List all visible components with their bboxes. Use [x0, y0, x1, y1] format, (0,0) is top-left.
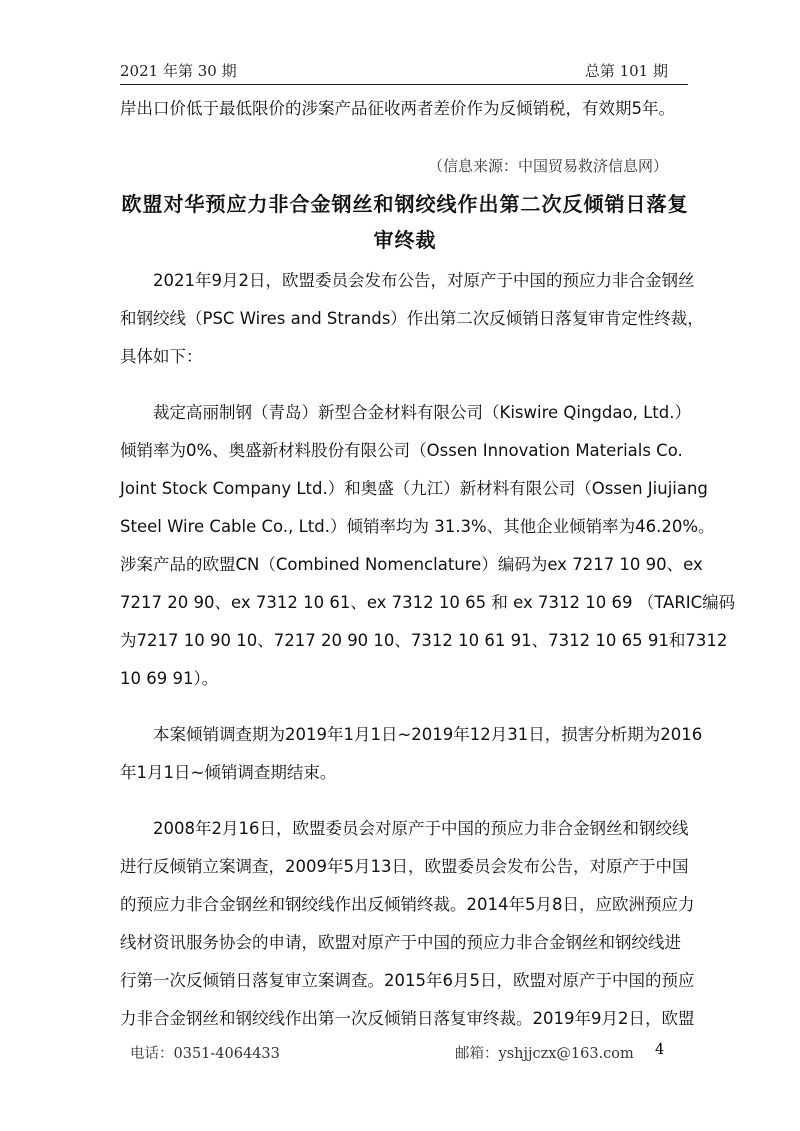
page-footer [130, 1042, 690, 1066]
contact-phone: 电话：0351-4064433 [130, 1046, 280, 1062]
source-attribution: （信息来源：中国贸易救济信息网） [427, 157, 668, 175]
paragraph-line: 年1月1日~倾销调查期结束。 [120, 763, 337, 782]
paragraph-line: 2008年2月16日，欧盟委员会对原产于中国的预应力非合金钢丝和钢绞线 [120, 819, 689, 838]
paragraph-line: 7217 20 90、ex 7312 10 61、ex 7312 10 65 和 ex 7312 10 69 （TARIC编码 [120, 593, 736, 612]
paragraph-line: 涉案产品的欧盟CN（Combined Nomenclature）编码为ex 7217 10 90、ex [120, 555, 703, 574]
paragraph-line: 为7217 10 90 10、7217 20 90 10、7312 10 61 91、7312 10 65 91和7312 [120, 631, 728, 650]
paragraph-line: 和钢绞线（PSC Wires and Strands）作出第二次反倾销日落复审肯定性终裁， [120, 309, 704, 328]
paragraph-line: 具体如下： [120, 347, 203, 366]
paragraph-line: 线材资讯服务协会的申请，欧盟对原产于中国的预应力非合金钢丝和钢绞线进 [120, 933, 681, 952]
intro-line: 岸出口价低于最低限价的涉案产品征收两者差价作为反倾销税，有效期5年。 [120, 99, 675, 118]
paragraph-line: 的预应力非合金钢丝和钢绞线作出反倾销终裁。2014年5月8日，应欧洲预应力 [120, 895, 695, 914]
paragraph-line: 10 69 91）。 [120, 669, 219, 688]
paragraph-2 [120, 394, 736, 698]
article-title-line-1: 欧盟对华预应力非合金钢丝和钢绞线作出第二次反倾销日落复 [121, 192, 689, 216]
paragraph-3 [120, 716, 703, 792]
paragraph-line: Joint Stock Company Ltd.）和奥盛（九江）新材料有限公司（Ossen Jiujiang [120, 479, 708, 498]
paragraph-line: 2021年9月2日，欧盟委员会发布公告，对原产于中国的预应力非合金钢丝 [120, 271, 695, 290]
article-title [120, 186, 690, 258]
paragraph-line: 行第一次反倾销日落复审立案调查。2015年6月5日，欧盟对原产于中国的预应 [120, 971, 695, 990]
document-body [120, 90, 736, 1038]
contact-email: 邮箱：yshjjczx@163.com [455, 1046, 634, 1062]
paragraph-line: 进行反倾销立案调查，2009年5月13日，欧盟委员会发布公告，对原产于中国 [120, 857, 689, 876]
paragraph-line: 倾销率为0%、奥盛新材料股份有限公司（Ossen Innovation Materials Co. [120, 441, 683, 460]
paragraph-line: Steel Wire Cable Co., Ltd.）倾销率均为 31.3%、其他企业倾销率为46.20%。 [120, 517, 715, 536]
issue-number: 2021 年第 30 期 [120, 62, 237, 80]
page-number: 4 [655, 1042, 665, 1058]
total-issue-number: 总第 101 期 [584, 62, 668, 80]
page-header [120, 56, 688, 85]
paragraph-line: 本案倾销调查期为2019年1月1日~2019年12月31日，损害分析期为2016 [120, 725, 703, 744]
paragraph-4 [120, 810, 695, 1038]
article-title-line-2: 审终裁 [373, 228, 437, 252]
paragraph-1 [120, 262, 704, 376]
paragraph-line: 裁定高丽制钢（青岛）新型合金材料有限公司（Kiswire Qingdao, Ltd.） [120, 403, 691, 422]
paragraph-line: 力非合金钢丝和钢绞线作出第一次反倾销日落复审终裁。2019年9月2日，欧盟 [120, 1009, 695, 1028]
